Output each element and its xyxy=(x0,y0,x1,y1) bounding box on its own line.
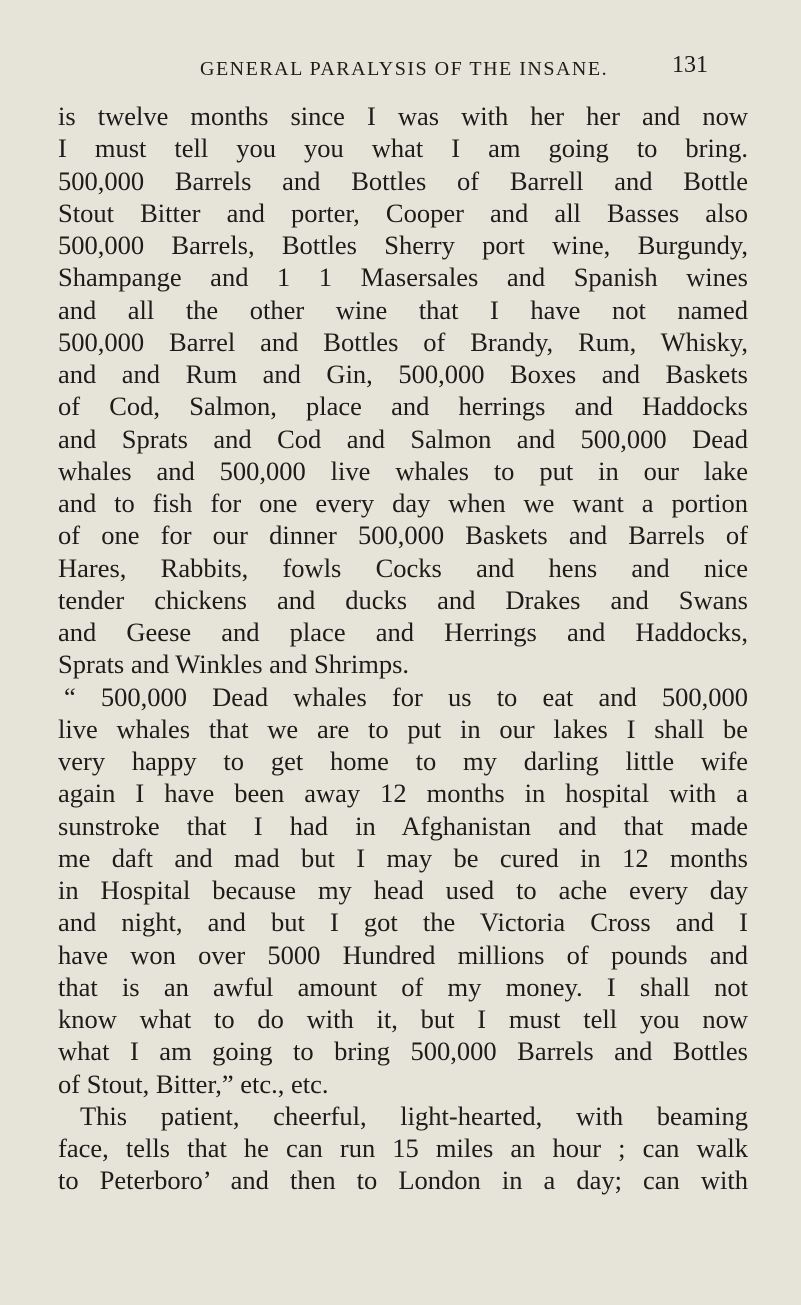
text-line: of Cod, Salmon, place and herrings and Haddocks xyxy=(58,391,748,422)
text-line: is twelve months since I was with her her and now xyxy=(58,101,748,131)
text-line: Sprats and Winkles and Shrimps. xyxy=(58,649,410,680)
text-line: me daft and mad but I may be cured in 12 months xyxy=(58,842,748,873)
text-line: in Hospital because my head used to ache every day xyxy=(58,875,748,905)
text-line: live whales that we are to put in our lakes I shall be xyxy=(58,713,748,744)
text-line: Stout Bitter and porter, Cooper and all Basses also xyxy=(58,197,748,228)
text-line: and all the other wine that I have not named xyxy=(58,294,748,325)
text-line: and and Rum and Gin, 500,000 Boxes and Baskets xyxy=(58,359,748,389)
text-line: I must tell you you what I am going to bring. xyxy=(58,133,748,164)
text-line: whales and 500,000 live whales to put in our lake xyxy=(58,455,748,486)
text-line: Shampange and 1 1 Masersales and Spanish wines xyxy=(58,262,748,293)
text-line: to Peterboro’ and then to London in a day; can with xyxy=(58,1165,748,1196)
text-line: 500,000 Barrel and Bottles of Brandy, Rum, Whisky, xyxy=(58,326,748,357)
text-line: of one for our dinner 500,000 Baskets and Barrels of xyxy=(58,520,748,551)
text-line: tender chickens and ducks and Drakes and Swans xyxy=(58,584,748,615)
text-line: Hares, Rabbits, fowls Cocks and hens and nice xyxy=(58,552,748,583)
text-line: what I am going to bring 500,000 Barrels and Bottles xyxy=(58,1036,748,1067)
text-line: know what to do with it, but I must tell you now xyxy=(58,1004,748,1034)
text-line: very happy to get home to my darling little wife xyxy=(58,746,748,776)
text-line: of Stout, Bitter,” etc., etc. xyxy=(58,1068,329,1099)
text-line: 500,000 Barrels, Bottles Sherry port wine, Burgundy, xyxy=(58,230,748,260)
text-line: “ 500,000 Dead whales for us to eat and 500,000 xyxy=(64,681,748,712)
page-number: 131 xyxy=(672,52,708,78)
running-head: GENERAL PARALYSIS OF THE INSANE. xyxy=(200,58,609,80)
text-line: and to fish for one every day when we want a portion xyxy=(58,488,748,518)
text-line: again I have been away 12 months in hospital with a xyxy=(58,778,748,809)
text-line: 500,000 Barrels and Bottles of Barrell and Bottle xyxy=(58,165,748,196)
text-line: and Sprats and Cod and Salmon and 500,000 Dead xyxy=(58,423,748,454)
text-line: sunstroke that I had in Afghanistan and that made xyxy=(58,810,748,841)
body-text xyxy=(58,100,748,1197)
text-line: that is an awful amount of my money. I shall not xyxy=(58,971,748,1002)
text-line: face, tells that he can run 15 miles an hour ; can walk xyxy=(58,1133,748,1163)
text-line: This patient, cheerful, light-hearted, with beaming xyxy=(80,1100,748,1131)
text-line: and Geese and place and Herrings and Haddocks, xyxy=(58,617,748,647)
text-line: have won over 5000 Hundred millions of pounds and xyxy=(58,939,748,970)
text-line: and night, and but I got the Victoria Cross and I xyxy=(58,907,748,938)
